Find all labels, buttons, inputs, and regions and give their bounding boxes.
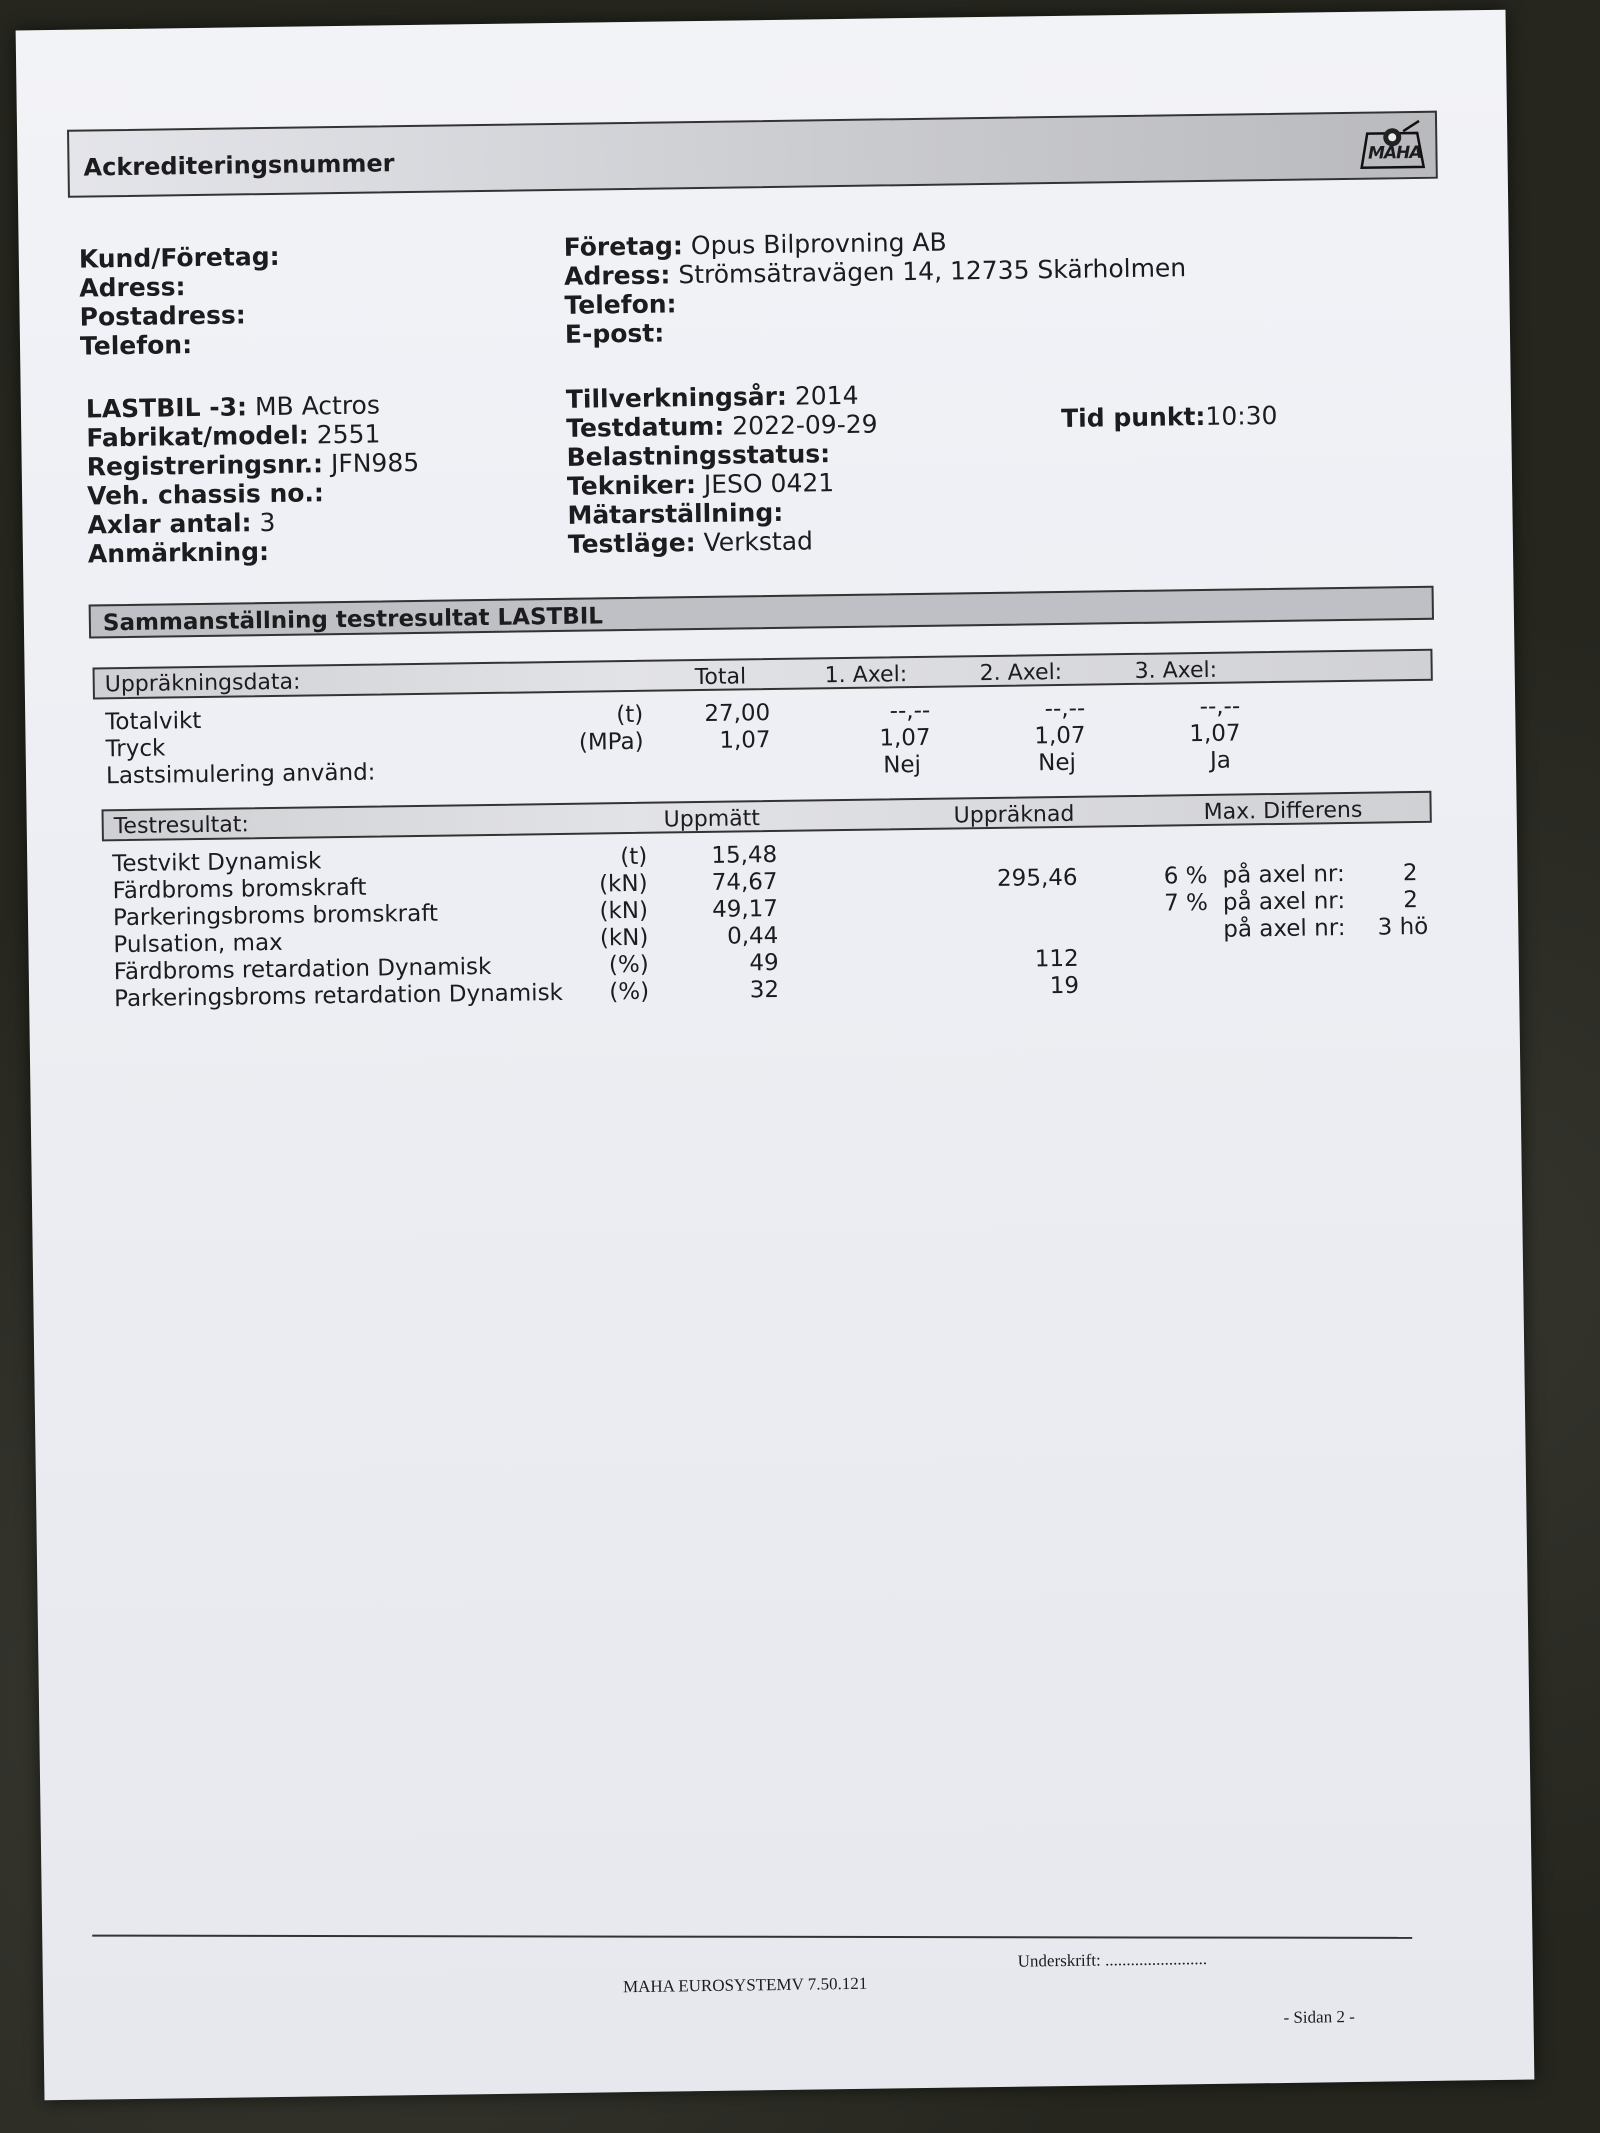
col-header-total: Total	[694, 664, 747, 691]
table-row: Lastsimulering använd: Nej Nej Ja	[105, 747, 1232, 790]
test-info-row: Belastningsstatus:	[566, 439, 831, 472]
vehicle-row: Veh. chassis no.:	[86, 478, 325, 511]
testresultat-title: Testresultat:	[113, 812, 250, 840]
testresultat-table	[112, 833, 1444, 1014]
test-info-row: Mätarställning:	[567, 497, 784, 530]
col-header-max-diff: Max. Differens	[1203, 797, 1363, 825]
test-info-row: Testdatum: 2022-09-29	[566, 409, 878, 443]
company-row: Adress: Strömsätravägen 14, 12735 Skärholmen	[563, 253, 1187, 291]
table-row: Parkeringsbroms bromskraft (kN) 49,17 7 % på axel nr: 2	[112, 887, 1419, 932]
col-header-upprakn: Uppräknad	[953, 801, 1075, 829]
table-row: Tryck (MPa) 1,07 1,07 1,07 1,07	[105, 720, 1241, 763]
table-row: Testvikt Dynamisk (t) 15,48	[112, 841, 778, 878]
col-header-axel-3: 3. Axel:	[1134, 657, 1218, 684]
vehicle-row: Axlar antal: 3	[87, 507, 276, 540]
testresultat-header	[102, 791, 1432, 842]
col-header-axel-2: 2. Axel:	[979, 659, 1063, 687]
table-row: Färdbroms retardation Dynamisk (%) 49 112	[113, 945, 1079, 986]
page-title: Ackrediteringsnummer	[83, 149, 395, 182]
col-header-uppmatt: Uppmätt	[663, 806, 761, 833]
vehicle-row: LASTBIL -3: MB Actros	[85, 390, 381, 424]
customer-row: Adress:	[79, 272, 186, 303]
vehicle-row: Fabrikat/model: 2551	[86, 419, 381, 453]
upprakning-header	[93, 649, 1433, 700]
page-number: - Sidan 2 -	[1283, 2006, 1355, 2027]
header-bar	[67, 111, 1438, 198]
document-page	[16, 10, 1535, 2101]
customer-row: Telefon:	[79, 330, 193, 361]
customer-row: Postadress:	[79, 300, 246, 332]
test-info-block	[566, 381, 880, 559]
customer-row: Kund/Företag:	[78, 241, 280, 274]
table-row: Pulsation, max (kN) 0,44 på axel nr: 3 hö	[113, 913, 1429, 959]
company-row: Telefon:	[564, 289, 677, 320]
customer-block	[79, 242, 281, 361]
table-row: Färdbroms bromskraft (kN) 74,67 295,46 6 % på axel nr: 2	[112, 860, 1418, 905]
company-row: E-post:	[564, 318, 665, 349]
upprakning-title: Uppräkningsdata:	[104, 669, 301, 698]
col-header-axel-1: 1. Axel:	[824, 662, 908, 689]
table-row: Parkeringsbroms retardation Dynamisk (%) 32 19	[113, 972, 1080, 1013]
test-info-row: Testläge: Verkstad	[567, 526, 814, 559]
upprakning-table	[105, 691, 1436, 791]
company-block	[564, 224, 1188, 349]
table-row: Totalvikt (t) 27,00 --,-- --,-- --,--	[105, 693, 1241, 736]
vehicle-block	[86, 390, 421, 569]
vehicle-row: Anmärkning:	[87, 537, 270, 569]
logo-text: MAHA	[1367, 142, 1422, 164]
signature-line: Underskrift: ........................	[1017, 1949, 1208, 1971]
company-row: Företag: Opus Bilprovning AB	[563, 227, 947, 262]
system-version: MAHA EUROSYSTEMV 7.50.121	[622, 1973, 868, 1997]
test-time: Tid punkt:10:30	[1060, 400, 1278, 433]
vehicle-row: Registreringsnr.: JFN985	[86, 447, 420, 482]
footer-divider	[92, 1935, 1412, 1939]
summary-title-bar	[89, 586, 1434, 639]
summary-title: Sammanställning testresultat LASTBIL	[102, 603, 604, 637]
test-info-row: Tekniker: JESO 0421	[566, 468, 835, 501]
test-info-row: Tillverkningsår: 2014	[565, 380, 859, 414]
